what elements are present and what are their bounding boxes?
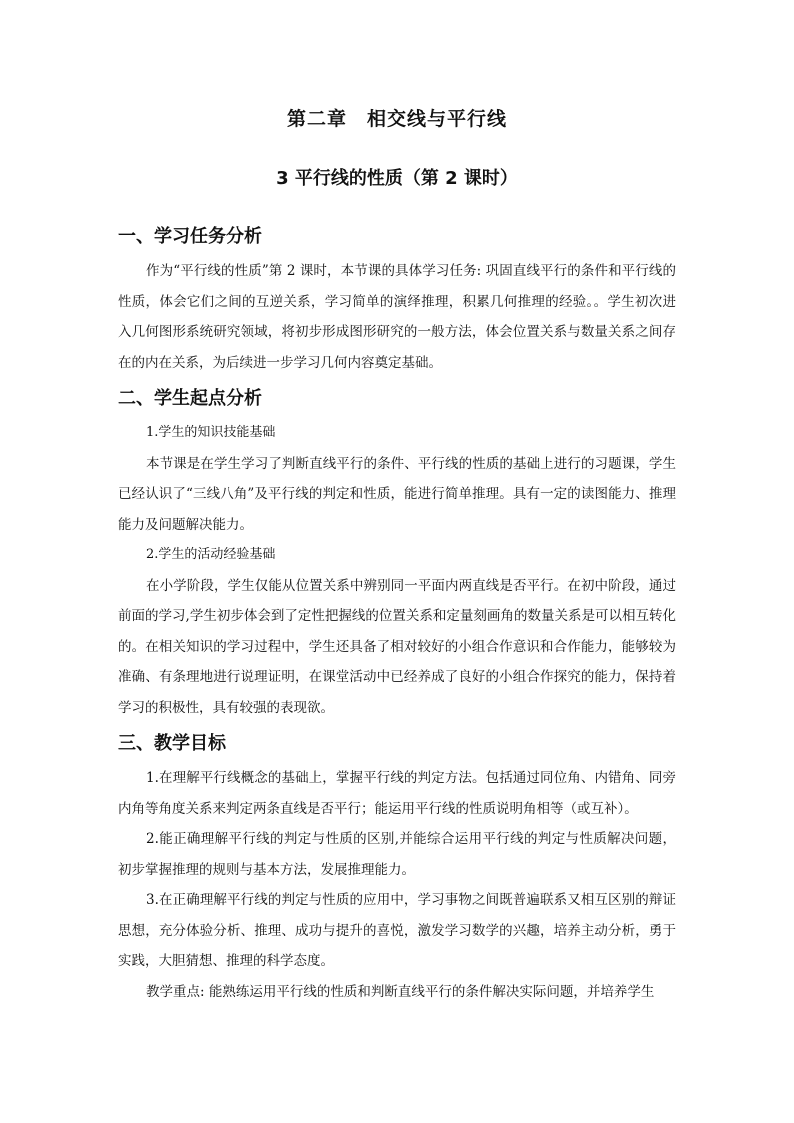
section-heading-student-analysis: 二、学生起点分析: [118, 388, 262, 409]
knowledge-basis-paragraph: 本节课是在学生学习了判断直线平行的条件、平行线的性质的基础上进行的习题课，学生已经认识了“三线八角”及平行线的判定和性质，能进行简单推理。具有一定的读图能力、推理能力及问题解决能力。: [118, 455, 676, 533]
section-heading-task-analysis: 一、学习任务分析: [118, 226, 262, 247]
subheading-activity-basis: 2.学生的活动经验基础: [146, 547, 276, 562]
document-body: [118, 222, 676, 1007]
activity-basis-paragraph: 在小学阶段，学生仅能从位置关系中辨别同一平面内两直线是否平行。在初中阶段，通过前面的学习,学生初步体会到了定性把握线的位置关系和定量刻画角的数量关系是可以相互转化的。在相关知识的学习过程中，学生还具备了相对较好的小组合作意识和合作能力，能够较为准确、有条理地进行说理证明，在课堂活动中已经养成了良好的小组合作探究的能力，保持着学习的积极性，具有较强的表现欲。: [118, 577, 676, 716]
section-heading-teaching-goals: 三、教学目标: [118, 733, 226, 754]
teaching-goal-1: 1.在理解平行线概念的基础上，掌握平行线的判定方法。包括通过同位角、内错角、同旁内角等角度关系来判定两条直线是否平行；能运用平行线的性质说明角相等（或互补）。: [118, 770, 676, 817]
subheading-knowledge-basis: 1.学生的知识技能基础: [146, 425, 276, 440]
teaching-key-points: 教学重点: 能熟练运用平行线的性质和判断直线平行的条件解决实际问题，并培养学生: [146, 983, 655, 1000]
teaching-goal-2: 2.能正确理解平行线的判定与性质的区别,并能综合运用平行线的判定与性质解决问题，初步掌握推理的规则与基本方法，发展推理能力。: [118, 831, 676, 878]
chapter-title: 第二章 相交线与平行线: [286, 108, 507, 130]
lesson-title: 3 平行线的性质（第 2 课时）: [276, 168, 518, 189]
task-analysis-paragraph: 作为“平行线的性质”第 2 课时，本节课的具体学习任务: 巩固直线平行的条件和平行线的性质，体会它们之间的互逆关系，学习简单的演绎推理，积累几何推理的经验。。学生初次进入几何图形系统研究领域，将初步形成图形研究的一般方法，体会位置关系与数量关系之间存在的内在关系，为后续进一步学习几何内容奠定基础。: [118, 263, 676, 371]
teaching-goal-3: 3.在正确理解平行线的判定与性质的应用中，学习事物之间既普遍联系又相互区别的辩证思想，充分体验分析、推理、成功与提升的喜悦，激发学习数学的兴趣，培养主动分析，勇于实践，大胆猜想、推理的科学态度。: [118, 892, 676, 969]
